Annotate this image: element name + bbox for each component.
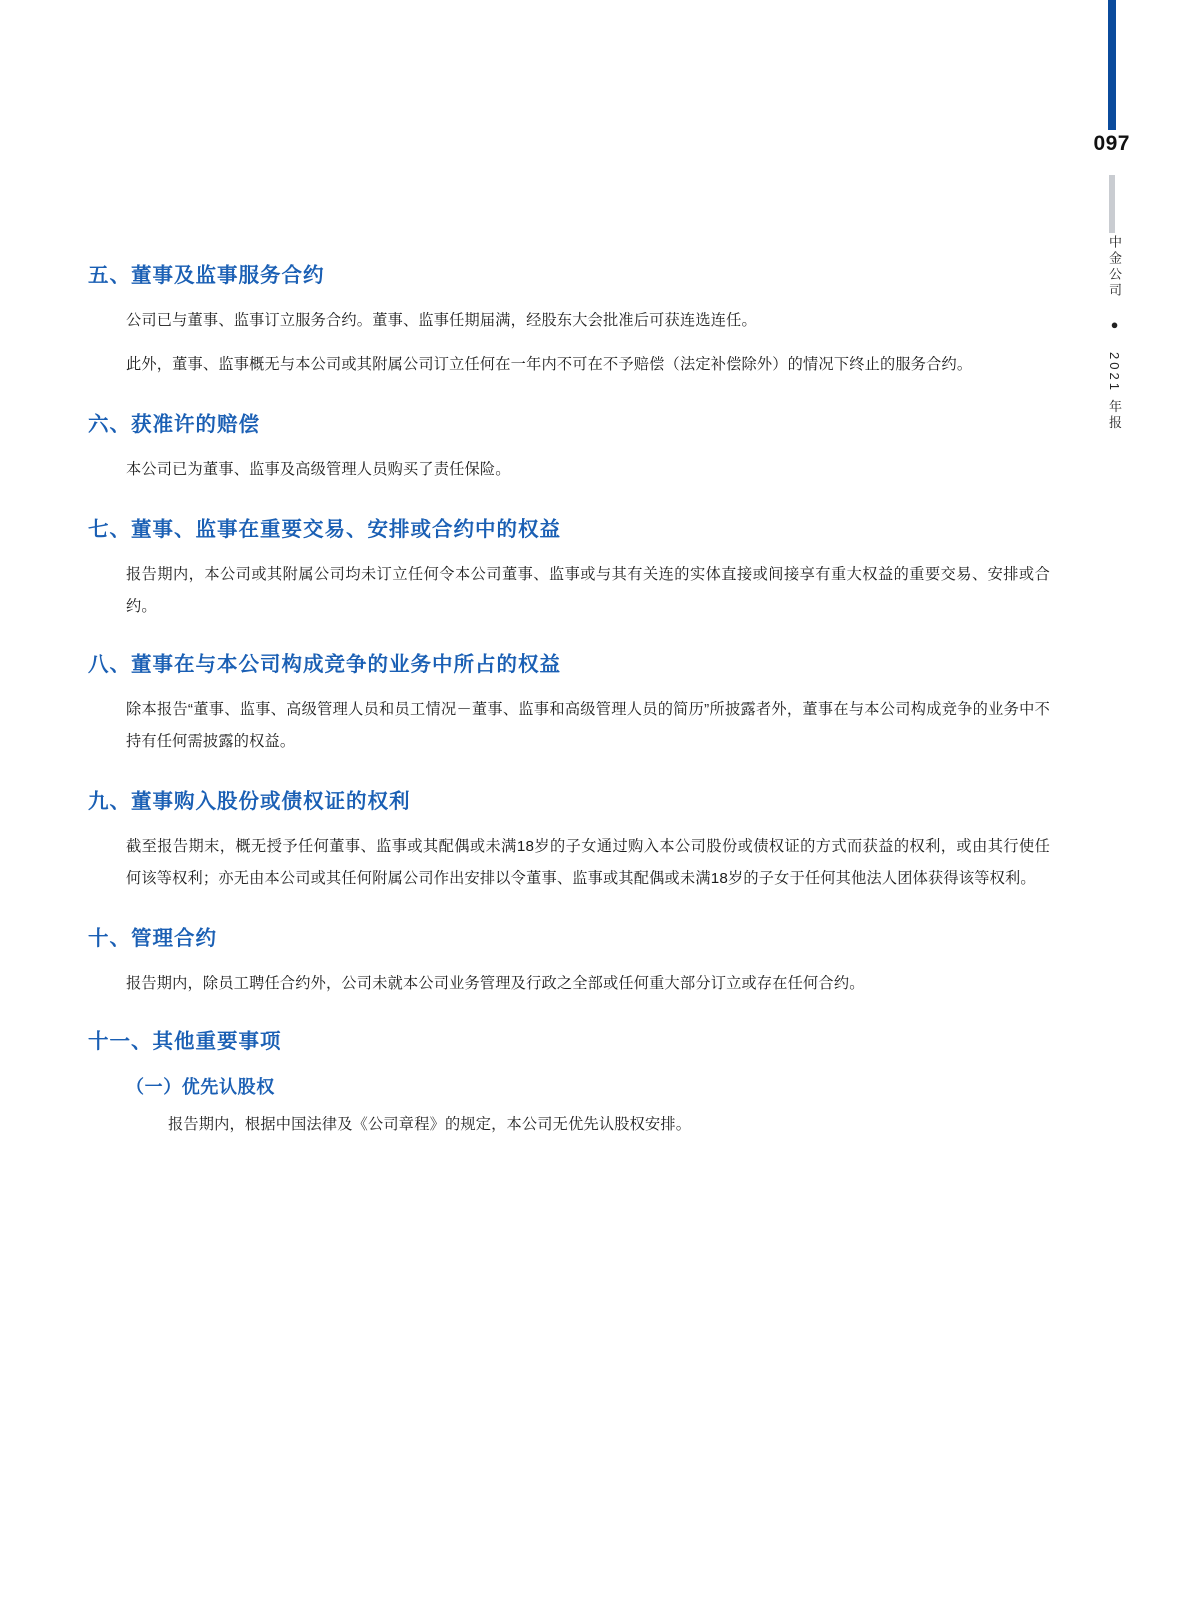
section-paragraph: 除本报告“董事、监事、高级管理人员和员工情况－董事、监事和高级管理人员的简历”所披露者外，董事在与本公司构成竞争的业务中不持有任何需披露的权益。 (126, 700, 1050, 751)
section-heading: 九、董事购入股份或债权证的权利 (88, 790, 411, 814)
section-heading: 五、董事及监事服务合约 (88, 264, 325, 287)
subsection-heading-preemptive-rights: （一）优先认股权 (126, 1077, 275, 1097)
section-permitted-indemnity (88, 411, 1050, 486)
section-paragraph: 本公司已为董事、监事及高级管理人员购买了责任保险。 (126, 460, 511, 478)
subsection-paragraph: 报告期内，根据中国法律及《公司章程》的规定，本公司无优先认股权安排。 (168, 1116, 692, 1133)
rail-separator: ● (1107, 317, 1122, 334)
page-footer-rail-text (1105, 235, 1124, 432)
section-heading: 七、董事、监事在重要交易、安排或合约中的权益 (88, 518, 561, 542)
section-interests-in-transactions (88, 516, 1050, 623)
section-paragraph: 报告期内，除员工聘任合约外，公司未就本公司业务管理及行政之全部或任何重大部分订立或存在任何合约。 (126, 975, 865, 993)
rail-blue-bar (1108, 0, 1116, 130)
section-heading: 十一、其他重要事项 (88, 1030, 282, 1054)
section-heading: 八、董事在与本公司构成竞争的业务中所占的权益 (88, 653, 561, 677)
section-paragraph: 公司已与董事、监事订立服务合约。董事、监事任期届满，经股东大会批准后可获连选连任。 (126, 311, 757, 329)
section-rights-to-acquire-shares (88, 788, 1050, 895)
section-directors-service-contracts (88, 262, 1050, 381)
section-other-significant-matters (88, 1028, 1050, 1141)
rail-grey-bar (1109, 175, 1115, 233)
page-content (88, 262, 1050, 1141)
rail-company-name: 中金公司 (1107, 235, 1122, 299)
section-heading: 六、获准许的赔偿 (88, 413, 260, 437)
section-management-contracts (88, 925, 1050, 1000)
section-competing-business-interests (88, 651, 1050, 758)
section-paragraph: 截至报告期末，概无授予任何董事、监事或其配偶或未满18岁的子女通过购入本公司股份或债权证的方式而获益的权利，或由其行使任何该等权利；亦无由本公司或其任何附属公司作出安排以令董事、监事或其配偶或未满18岁的子女于任何其他法人团体获得该等权利。 (126, 837, 1050, 888)
page-number: 097 (1093, 132, 1130, 155)
section-paragraph: 报告期内，本公司或其附属公司均未订立任何令本公司董事、监事或与其有关连的实体直接或间接享有重大权益的重要交易、安排或合约。 (126, 565, 1050, 615)
section-heading: 十、管理合约 (88, 927, 217, 951)
section-paragraph: 此外，董事、监事概无与本公司或其附属公司订立任何在一年内不可在不予赔偿（法定补偿除外）的情况下终止的服务合约。 (126, 355, 973, 373)
rail-year-label: 2021 年报 (1107, 352, 1122, 432)
